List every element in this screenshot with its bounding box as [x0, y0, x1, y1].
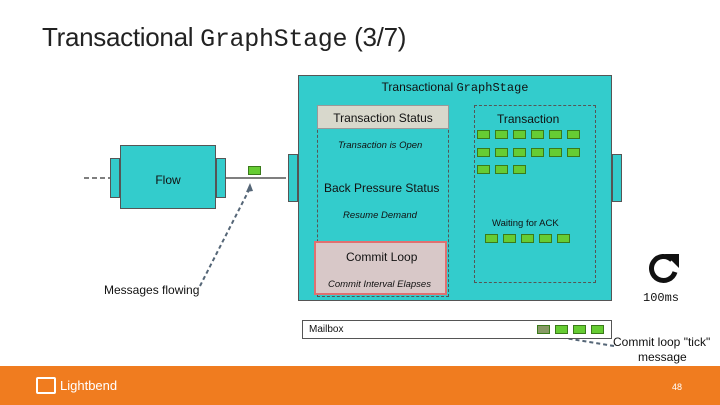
message-envelope [567, 130, 580, 139]
message-envelope [477, 130, 490, 139]
flow-right-port [216, 158, 226, 198]
message-envelope [495, 148, 508, 157]
message-envelope [513, 148, 526, 157]
message-envelope [555, 325, 568, 334]
messages-flowing-label: Messages flowing [104, 283, 200, 297]
commit-tick-label-line1: Commit loop "tick" [613, 335, 711, 349]
message-envelope [503, 234, 516, 243]
graph-stage-label [298, 80, 612, 95]
commit-loop-label: Commit Loop [346, 250, 418, 264]
transaction-status-header: Transaction Status [317, 105, 449, 129]
stage-label-prefix: Transactional [381, 80, 454, 94]
resume-demand-text: Resume Demand [343, 210, 417, 221]
message-envelope [567, 148, 580, 157]
title-code: GraphStage [200, 25, 348, 54]
page-number: 48 [672, 382, 683, 392]
title-prefix: Transactional [42, 22, 194, 52]
message-envelope [521, 234, 534, 243]
message-envelope [591, 325, 604, 334]
message-envelope [531, 148, 544, 157]
messages-pointer-arrowhead [246, 183, 253, 192]
lightbend-logo-icon [36, 377, 56, 394]
footer-brand: Lightbend [60, 378, 118, 393]
commit-interval-text: Commit Interval Elapses [328, 279, 431, 290]
tick-interval-label: 100ms [643, 291, 680, 305]
tick-message-envelope [537, 325, 550, 334]
message-envelope [549, 148, 562, 157]
message-envelope [477, 165, 490, 174]
transaction-label: Transaction [497, 112, 560, 126]
stage-label-code: GraphStage [456, 81, 529, 95]
refresh-icon [644, 250, 682, 288]
mailbox-label: Mailbox [309, 324, 344, 335]
commit-tick-label-line2: message [638, 350, 687, 364]
message-envelope [477, 148, 490, 157]
message-envelope [495, 130, 508, 139]
message-envelope [557, 234, 570, 243]
flow-box [120, 145, 216, 209]
message-envelope [549, 130, 562, 139]
message-envelope [513, 130, 526, 139]
flow-label: Flow [155, 173, 181, 187]
message-envelope [573, 325, 586, 334]
waiting-for-ack-text: Waiting for ACK [492, 218, 559, 229]
stage-right-port [612, 154, 622, 202]
back-pressure-label: Back Pressure Status [324, 181, 440, 195]
message-envelope [485, 234, 498, 243]
stage-left-port [288, 154, 298, 202]
title-suffix: (3/7) [354, 22, 407, 52]
message-envelope [495, 165, 508, 174]
flow-left-port [110, 158, 120, 198]
message-envelope [248, 166, 261, 175]
message-envelope [513, 165, 526, 174]
transaction-open-text: Transaction is Open [338, 140, 423, 151]
message-envelope [539, 234, 552, 243]
message-envelope [531, 130, 544, 139]
